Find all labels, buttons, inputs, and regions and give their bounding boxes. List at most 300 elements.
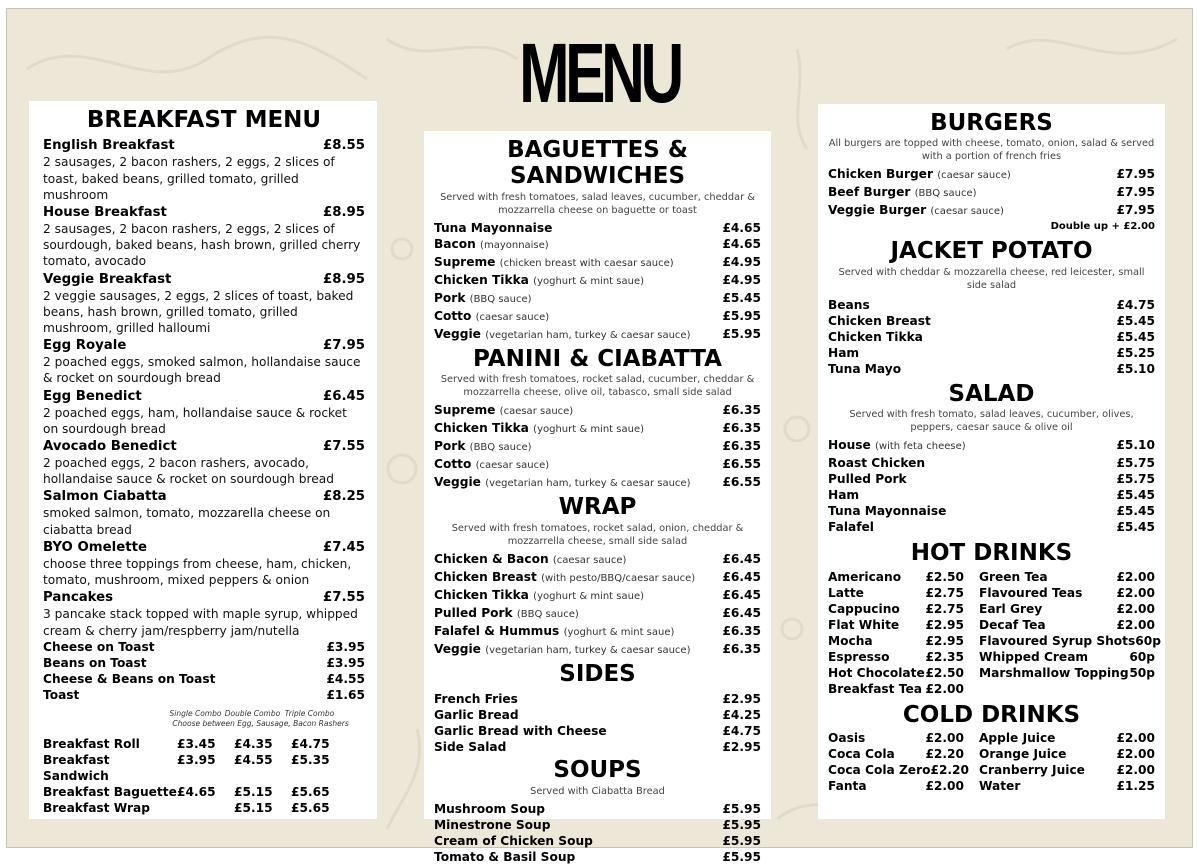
item-price: £7.55 xyxy=(322,439,365,455)
hot-drink-item xyxy=(979,665,1155,681)
item-name: BYO Omelette xyxy=(43,539,147,555)
cold-drinks-right xyxy=(979,730,1155,794)
item-name: Chicken Tikka xyxy=(434,421,529,436)
cold-drink-item xyxy=(828,746,964,762)
item-name: Chicken & Bacon xyxy=(434,551,549,566)
wrap-item xyxy=(434,569,761,587)
panini-item xyxy=(434,420,761,438)
hot-drink-item xyxy=(828,601,964,617)
item-name: Bacon xyxy=(434,236,476,251)
hot-drink-item xyxy=(828,633,964,649)
wrap-item xyxy=(434,551,761,569)
item-price: £5.95 xyxy=(722,801,761,816)
breakfast-simple-item xyxy=(43,639,365,655)
drink-price: £2.35 xyxy=(925,649,964,664)
panini-item xyxy=(434,456,761,474)
item-name: Toast xyxy=(43,687,80,702)
item-name: Cotto xyxy=(434,457,472,472)
item-note: (yoghurt & mint saue) xyxy=(563,626,675,638)
soups-item xyxy=(434,849,761,865)
menu-page xyxy=(6,8,1193,864)
drink-name: Coca Cola Zero xyxy=(828,763,931,778)
jacket-item xyxy=(828,361,1155,377)
hot-drinks-heading: HOT DRINKS xyxy=(910,540,1073,567)
item-price: £8.95 xyxy=(322,205,365,221)
item-price: £7.55 xyxy=(322,590,365,606)
item-name: House xyxy=(828,438,871,453)
sides-item xyxy=(434,691,761,707)
soups-heading: SOUPS xyxy=(553,757,642,784)
item-note: (vegetarian ham, turkey & caesar sauce) xyxy=(485,478,691,490)
wrap-item xyxy=(434,623,761,641)
combo-header-single: Single Combo xyxy=(169,708,222,718)
item-description: 2 poached eggs, 2 bacon rashers, avocado, hollandaise sauce & rocket on sourdough bread xyxy=(43,456,334,487)
item-name: Veggie Breakfast xyxy=(43,271,172,287)
breakfast-simple-item xyxy=(43,655,365,671)
combo-double-price: £4.35 xyxy=(234,736,273,751)
item-price: £2.95 xyxy=(722,740,761,755)
item-note: (caesar sauce) xyxy=(930,206,1004,218)
salad-heading: SALAD xyxy=(948,380,1035,407)
item-name: Garlic Bread with Cheese xyxy=(434,724,607,739)
cold-drink-item xyxy=(979,778,1155,794)
breakfast-items xyxy=(43,137,365,638)
item-name: Beef Burger xyxy=(828,185,911,200)
item-note: (caesar sauce) xyxy=(937,170,1011,182)
wrap-note: Served with fresh tomatoes, rocket salad, onion, cheddar & mozzarrella cheese, small side salad xyxy=(451,522,744,547)
drink-price: £2.95 xyxy=(925,617,964,632)
salad-item xyxy=(828,487,1155,503)
item-note: (yoghurt & mint saue) xyxy=(533,590,645,602)
burgers-double-up: Double up + £2.00 xyxy=(1050,221,1155,233)
sandwich-panel xyxy=(424,131,771,864)
salad-note: Served with fresh tomato, salad leaves, cucumber, olives, peppers, caesar sauce & olive oil xyxy=(849,409,1134,434)
item-name: Avocado Benedict xyxy=(43,439,177,455)
item-price: £7.95 xyxy=(1116,203,1155,218)
item-price: £4.95 xyxy=(722,272,761,287)
baguettes-item xyxy=(434,236,761,254)
breakfast-item xyxy=(43,388,365,405)
breakfast-item xyxy=(43,589,365,606)
burgers-heading: BURGERS xyxy=(930,110,1053,136)
combo-triple-price: £4.75 xyxy=(291,736,330,751)
combo-single-price: £3.45 xyxy=(177,736,216,751)
item-price: £8.95 xyxy=(322,271,365,287)
drink-price: £2.20 xyxy=(930,763,970,778)
salad-item xyxy=(828,437,1155,455)
item-price: £6.45 xyxy=(722,605,761,620)
item-price: £6.35 xyxy=(722,623,761,638)
drink-price: 60p xyxy=(1129,649,1155,664)
breakfast-item xyxy=(43,488,365,505)
hot-drink-item xyxy=(828,617,964,633)
item-price: £1.65 xyxy=(326,687,365,702)
drink-name: Flavoured Teas xyxy=(979,585,1083,600)
burgers-items xyxy=(828,166,1155,220)
item-price: £5.10 xyxy=(1116,361,1155,376)
baguettes-item xyxy=(434,308,761,326)
item-price: £6.35 xyxy=(722,439,761,454)
item-name: Mushroom Soup xyxy=(434,801,545,816)
item-note: (yoghurt & mint saue) xyxy=(533,424,645,436)
drink-price: £2.00 xyxy=(925,779,964,794)
drink-name: Mocha xyxy=(828,633,873,648)
wrap-item xyxy=(434,605,761,623)
item-price: £6.45 xyxy=(722,587,761,602)
item-name: Chicken Breast xyxy=(828,313,931,328)
drink-name: Water xyxy=(979,779,1021,794)
item-note: (mayonnaise) xyxy=(480,239,549,251)
item-name: Minestrone Soup xyxy=(434,817,551,832)
drink-name: Whipped Cream xyxy=(979,649,1089,664)
cold-drink-item xyxy=(979,762,1155,778)
baguettes-item xyxy=(434,290,761,308)
combo-single-price: £3.95 xyxy=(177,752,216,767)
cold-drink-item xyxy=(828,762,970,778)
item-name: Tuna Mayo xyxy=(828,361,902,376)
item-name: Tomato & Basil Soup xyxy=(434,849,576,864)
jacket-item xyxy=(828,297,1155,313)
item-price: £4.75 xyxy=(1116,297,1155,312)
breakfast-item xyxy=(43,204,365,221)
item-note: (with feta cheese) xyxy=(875,441,966,453)
item-price: £4.95 xyxy=(722,254,761,269)
combo-name: Breakfast Roll xyxy=(43,736,140,751)
soups-item xyxy=(434,833,761,849)
item-name: Side Salad xyxy=(434,740,507,755)
item-description: 2 poached eggs, ham, hollandaise sauce & rocket on sourdough bread xyxy=(43,405,347,436)
item-name: Pancakes xyxy=(43,590,114,606)
item-name: House Breakfast xyxy=(43,205,167,221)
combo-triple-price: £5.65 xyxy=(291,784,330,799)
panini-item xyxy=(434,402,761,420)
item-name: Tuna Mayonnaise xyxy=(434,220,553,235)
burgers-note: All burgers are topped with cheese, tomato, onion, salad & served with a portion of french fries xyxy=(828,138,1155,163)
item-note: (caesar sauce) xyxy=(475,460,550,472)
item-note: (BBQ sauce) xyxy=(469,442,532,454)
drink-name: Hot Chocolate xyxy=(828,665,925,680)
item-name: Pulled Pork xyxy=(828,472,907,487)
sides-item xyxy=(434,739,761,755)
item-note: (caesar sauce) xyxy=(552,554,627,566)
drink-price: £2.75 xyxy=(925,585,964,600)
item-description: smoked salmon, tomato, mozzarella cheese on ciabatta bread xyxy=(43,506,331,537)
salad-item xyxy=(828,471,1155,487)
item-note: (BBQ sauce) xyxy=(914,188,977,200)
wrap-item xyxy=(434,641,761,659)
panini-item xyxy=(434,438,761,456)
item-name: Veggie xyxy=(434,641,481,656)
sides-item xyxy=(434,707,761,723)
drink-price: £2.50 xyxy=(925,665,964,680)
item-name: Ham xyxy=(828,488,860,503)
item-note: (yoghurt & mint saue) xyxy=(533,275,645,287)
combo-row xyxy=(43,800,365,816)
hot-drink-item xyxy=(979,633,1161,649)
cold-drinks-heading: COLD DRINKS xyxy=(902,701,1081,728)
hot-drink-item xyxy=(828,569,964,585)
baguettes-heading: BAGUETTES & SANDWICHES xyxy=(507,137,688,190)
burgers-item xyxy=(828,184,1155,202)
drink-name: Cappucino xyxy=(828,601,900,616)
item-price: £5.95 xyxy=(722,326,761,341)
drink-price: £2.00 xyxy=(1116,601,1155,616)
item-note: (vegetarian ham, turkey & caesar sauce) xyxy=(485,644,691,656)
item-price: £5.45 xyxy=(722,290,761,305)
item-name: Egg Benedict xyxy=(43,388,142,404)
combo-header-triple: Triple Combo xyxy=(284,708,335,718)
combo-single-price: £4.65 xyxy=(177,784,216,799)
drink-name: Marshmallow Topping xyxy=(979,665,1129,680)
item-description: 3 pancake stack topped with maple syrup, whipped cream & cherry jam/respberry jam/nutella xyxy=(43,607,358,638)
item-name: Egg Royale xyxy=(43,338,127,354)
soups-item xyxy=(434,801,761,817)
item-note: (BBQ sauce) xyxy=(516,608,579,620)
drink-name: Espresso xyxy=(828,649,890,664)
item-price: £4.75 xyxy=(722,724,761,739)
drink-name: Flavoured Syrup Shots xyxy=(979,633,1136,648)
salad-item xyxy=(828,455,1155,471)
breakfast-simple-items xyxy=(43,639,365,703)
drink-price: £2.00 xyxy=(1116,585,1155,600)
item-name: Veggie xyxy=(434,475,481,490)
item-price: £8.25 xyxy=(322,489,365,505)
drink-price: £2.20 xyxy=(925,747,964,762)
baguettes-item xyxy=(434,326,761,344)
item-name: Chicken Tikka xyxy=(434,587,529,602)
drink-name: Decaf Tea xyxy=(979,617,1046,632)
drink-price: £1.25 xyxy=(1116,779,1155,794)
item-name: Supreme xyxy=(434,403,496,418)
breakfast-simple-item xyxy=(43,687,365,703)
sides-item xyxy=(434,723,761,739)
panini-item xyxy=(434,474,761,492)
drink-name: Earl Grey xyxy=(979,601,1043,616)
combo-name: Breakfast Wrap xyxy=(43,800,150,815)
wrap-item xyxy=(434,587,761,605)
item-price: £2.95 xyxy=(722,692,761,707)
item-name: Tuna Mayonnaise xyxy=(828,504,947,519)
item-name: Cheese & Beans on Toast xyxy=(43,671,216,686)
drink-name: Flat White xyxy=(828,617,900,632)
item-description: 2 veggie sausages, 2 eggs, 2 slices of toast, baked beans, hash brown, grilled tomato, grilled mushroom, grilled halloumi xyxy=(43,288,354,336)
item-name: Chicken Tikka xyxy=(434,272,529,287)
breakfast-item xyxy=(43,137,365,154)
item-price: £4.25 xyxy=(722,708,761,723)
item-price: £6.45 xyxy=(322,388,365,404)
wrap-items xyxy=(434,551,761,659)
item-name: Chicken Tikka xyxy=(828,329,923,344)
breakfast-item xyxy=(43,539,365,556)
item-note: (with pesto/BBQ/caesar sauce) xyxy=(541,572,696,584)
item-name: English Breakfast xyxy=(43,138,175,154)
combo-row xyxy=(43,736,365,752)
item-name: Pork xyxy=(434,439,466,454)
item-name: Roast Chicken xyxy=(828,456,926,471)
combo-note: Choose between Egg, Sausage, Bacon Rashers xyxy=(172,718,349,728)
wrap-heading: WRAP xyxy=(558,494,637,521)
breakfast-combos xyxy=(43,736,365,816)
combo-row xyxy=(43,752,365,784)
hot-drink-item xyxy=(828,585,964,601)
sides-items xyxy=(434,691,761,755)
item-note: (chicken breast with caesar sauce) xyxy=(499,257,674,269)
drink-price: 50p xyxy=(1129,665,1155,680)
drink-price: £2.00 xyxy=(1116,569,1155,584)
item-price: £6.55 xyxy=(722,475,761,490)
item-description: 2 poached eggs, smoked salmon, hollandaise sauce & rocket on sourdough bread xyxy=(43,355,361,386)
hot-drink-item xyxy=(979,569,1155,585)
hot-drink-item xyxy=(828,649,964,665)
hot-drinks-grid xyxy=(828,569,1161,697)
mains-drinks-panel xyxy=(818,104,1165,819)
item-price: £5.95 xyxy=(722,817,761,832)
jacket-item xyxy=(828,329,1155,345)
baguettes-item xyxy=(434,254,761,272)
item-description: choose three toppings from cheese, ham, chicken, tomato, mushroom, mixed peppers & onion xyxy=(43,556,352,588)
drink-price: £2.75 xyxy=(925,601,964,616)
item-name: Veggie xyxy=(434,326,481,341)
item-name: Chicken Burger xyxy=(828,167,933,182)
item-name: Veggie Burger xyxy=(828,203,927,218)
hot-drink-item xyxy=(979,617,1155,633)
hot-drink-item xyxy=(828,665,964,681)
jacket-heading: JACKET POTATO xyxy=(890,238,1093,265)
item-price: £7.95 xyxy=(1116,167,1155,182)
drink-price: £2.00 xyxy=(1116,731,1155,746)
item-price: £5.10 xyxy=(1116,438,1155,453)
item-note: (BBQ sauce) xyxy=(469,293,532,305)
drink-name: Fanta xyxy=(828,779,867,794)
item-price: £5.45 xyxy=(1116,488,1155,503)
salad-item xyxy=(828,519,1155,535)
item-price: £5.45 xyxy=(1116,313,1155,328)
baguettes-item xyxy=(434,220,761,236)
hot-drink-item xyxy=(979,585,1155,601)
item-price: £3.95 xyxy=(326,639,365,654)
cold-drink-item xyxy=(828,778,964,794)
combo-name: Breakfast Baguette xyxy=(43,784,177,799)
item-price: £5.25 xyxy=(1116,345,1155,360)
item-price: £4.55 xyxy=(326,671,365,686)
item-price: £5.45 xyxy=(1116,504,1155,519)
panini-items xyxy=(434,402,761,492)
jacket-item xyxy=(828,345,1155,361)
combo-double-price: £5.15 xyxy=(234,800,273,815)
item-name: Cotto xyxy=(434,308,472,323)
item-name: Cheese on Toast xyxy=(43,639,155,654)
item-note: (caesar sauce) xyxy=(475,311,550,323)
item-price: £7.95 xyxy=(1116,185,1155,200)
item-price: £5.75 xyxy=(1116,456,1155,471)
item-price: £5.95 xyxy=(722,308,761,323)
combo-triple-price: £5.35 xyxy=(291,752,330,767)
item-price: £3.95 xyxy=(326,655,365,670)
panini-heading: PANINI & CIABATTA xyxy=(473,345,722,372)
cold-drinks-grid xyxy=(828,730,1155,794)
item-note: (vegetarian ham, turkey & caesar sauce) xyxy=(485,329,691,341)
drink-name: Coca Cola xyxy=(828,747,895,762)
item-description: 2 sausages, 2 bacon rashers, 2 eggs, 2 slices of toast, baked beans, grilled tomato, grilled mushroom xyxy=(43,155,335,202)
cold-drinks-left xyxy=(828,730,970,794)
item-price: £6.55 xyxy=(722,457,761,472)
drink-price: £2.00 xyxy=(1116,747,1155,762)
drink-name: Orange Juice xyxy=(979,747,1067,762)
drink-name: Green Tea xyxy=(979,569,1048,584)
jacket-item xyxy=(828,313,1155,329)
hot-drinks-right xyxy=(979,569,1161,697)
item-price: £6.35 xyxy=(722,421,761,436)
item-price: £4.65 xyxy=(722,236,761,251)
item-price: £5.45 xyxy=(1116,329,1155,344)
breakfast-item xyxy=(43,438,365,455)
breakfast-item xyxy=(43,271,365,288)
item-name: Pork xyxy=(434,290,466,305)
drink-name: Apple Juice xyxy=(979,731,1056,746)
item-name: French Fries xyxy=(434,692,518,707)
drink-price: £2.50 xyxy=(925,569,964,584)
baguettes-note: Served with fresh tomatoes, salad leaves, cucumber, cheddar & mozzarrella cheese on baguette or toast xyxy=(440,191,755,216)
hot-drinks-left xyxy=(828,569,964,697)
combo-row xyxy=(43,784,365,800)
item-name: Chicken Breast xyxy=(434,569,537,584)
item-name: Beans xyxy=(828,297,870,312)
breakfast-item xyxy=(43,337,365,354)
drink-price: £2.95 xyxy=(925,633,964,648)
item-name: Cream of Chicken Soup xyxy=(434,833,593,848)
soups-note: Served with Ciabatta Bread xyxy=(530,785,665,797)
baguettes-items xyxy=(434,220,761,344)
cold-drink-item xyxy=(979,746,1155,762)
combo-headers xyxy=(43,709,365,719)
item-price: £4.65 xyxy=(722,220,761,235)
combo-single-price xyxy=(177,800,234,816)
cold-drink-item xyxy=(979,730,1155,746)
drink-name: Latte xyxy=(828,585,864,600)
item-description: 2 sausages, 2 bacon rashers, 2 eggs, 2 slices of sourdough, baked beans, hash brown, grilled cherry tomato, avocado xyxy=(43,222,361,269)
drink-price: £2.00 xyxy=(925,731,964,746)
drink-price: £2.00 xyxy=(925,681,964,696)
drink-price: £2.00 xyxy=(1116,763,1155,778)
salad-items xyxy=(828,437,1155,535)
combo-double-price: £4.55 xyxy=(234,752,273,767)
drink-name: Oasis xyxy=(828,731,866,746)
jacket-items xyxy=(828,297,1155,377)
combo-header-double: Double Combo xyxy=(224,708,281,718)
item-price: £7.45 xyxy=(322,539,365,555)
breakfast-panel xyxy=(29,101,377,819)
item-price: £6.45 xyxy=(722,551,761,566)
item-price: £7.95 xyxy=(322,338,365,354)
item-price: £5.75 xyxy=(1116,472,1155,487)
item-name: Garlic Bread xyxy=(434,708,519,723)
salad-item xyxy=(828,503,1155,519)
menu-title: MENU xyxy=(519,26,680,120)
hot-drink-item xyxy=(979,601,1155,617)
cold-drink-item xyxy=(828,730,964,746)
drink-name: Cranberry Juice xyxy=(979,763,1085,778)
drink-name: Breakfast Tea xyxy=(828,681,922,696)
combo-name: Breakfast Sandwich xyxy=(43,752,110,783)
item-price: £8.55 xyxy=(322,138,365,154)
item-note: (caesar sauce) xyxy=(499,406,574,418)
combo-triple-price: £5.65 xyxy=(291,800,330,815)
hot-drink-item xyxy=(979,649,1155,665)
item-name: Falafel xyxy=(828,520,874,535)
item-price: £6.35 xyxy=(722,641,761,656)
item-price: £5.45 xyxy=(1116,520,1155,535)
burgers-item xyxy=(828,202,1155,220)
